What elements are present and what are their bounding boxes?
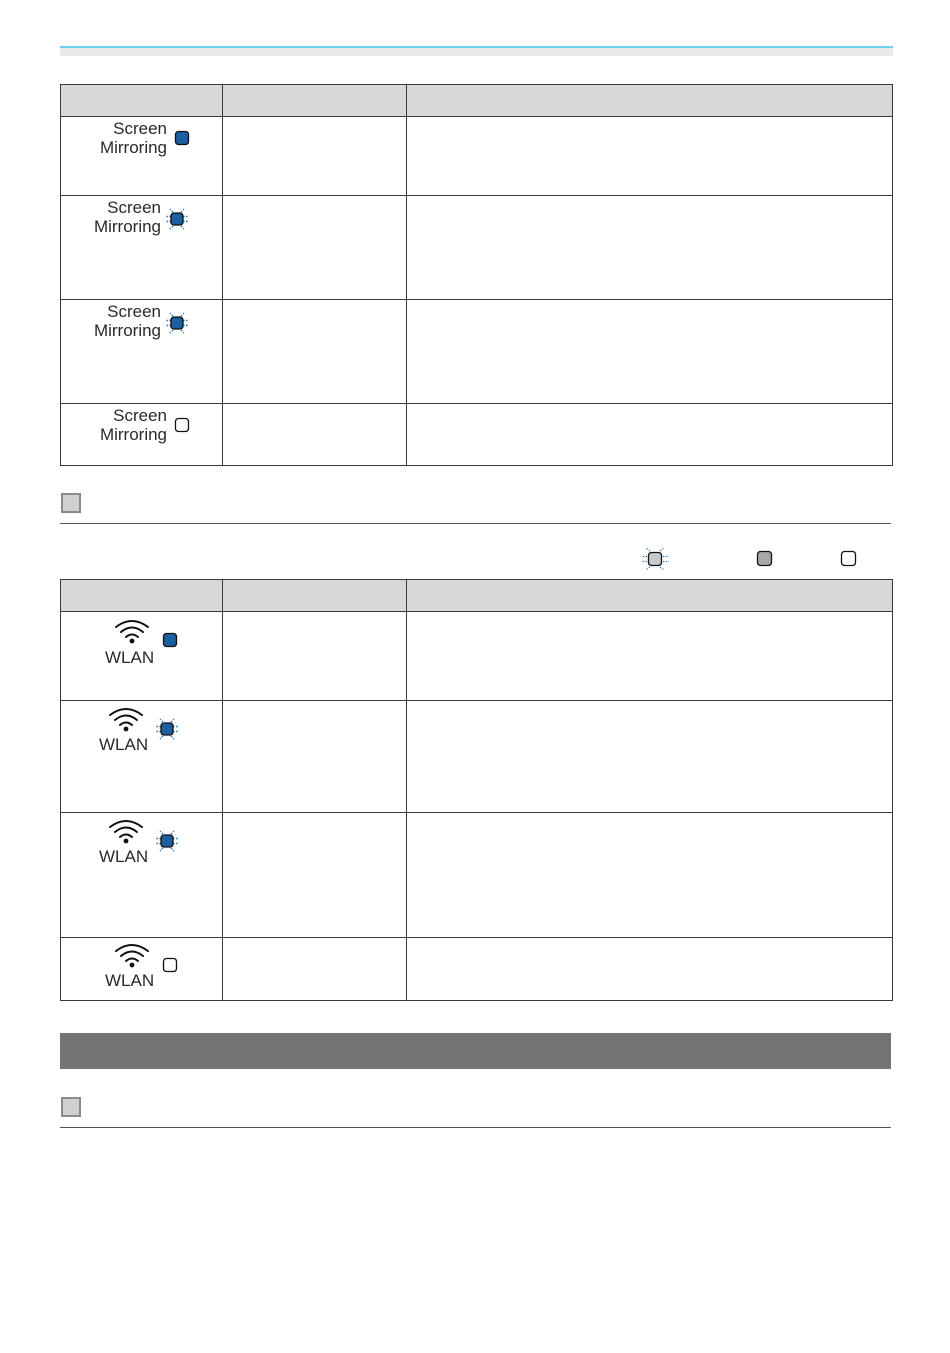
indicator-label: WLAN [105, 971, 155, 990]
header-cell-description [407, 580, 893, 612]
table-row [61, 404, 893, 466]
blue-solid-led-icon [173, 129, 193, 149]
indicator-cell [61, 117, 223, 196]
subsection-heading [60, 1097, 891, 1128]
blue-flashing-led-icon [157, 206, 197, 232]
wlan-indicator-table [60, 579, 893, 1001]
status-cell [223, 813, 407, 938]
table-header-row [61, 85, 893, 117]
description-cell [407, 196, 893, 300]
table-row [61, 701, 893, 813]
description-cell [407, 813, 893, 938]
indicator-cell [61, 300, 223, 404]
status-cell [223, 404, 407, 466]
indicator-cell [61, 813, 223, 938]
description-cell [407, 300, 893, 404]
indicator-label: WLAN [99, 847, 149, 866]
header-cell-status [223, 85, 407, 117]
subsection-heading [60, 493, 891, 524]
table-row [61, 938, 893, 1001]
wifi-icon [113, 617, 151, 645]
indicator-cell [61, 938, 223, 1001]
section-title-bar [60, 1033, 891, 1069]
blue-flashing-led-icon [147, 716, 187, 742]
square-bullet-icon [61, 493, 81, 513]
indicator-cell [61, 701, 223, 813]
flashing-led-icon [636, 546, 674, 572]
table-row [61, 300, 893, 404]
header-cell-indicator [61, 85, 223, 117]
description-cell [407, 612, 893, 701]
square-bullet-icon [61, 1097, 81, 1117]
off-led-icon [173, 416, 193, 436]
blue-solid-led-icon [161, 631, 181, 651]
description-cell [407, 701, 893, 813]
wifi-icon [107, 817, 145, 845]
header-cell-indicator [61, 580, 223, 612]
indicator-label: Screen Mirroring [93, 198, 161, 236]
indicator-label: Screen Mirroring [99, 406, 167, 444]
table-row [61, 612, 893, 701]
status-cell [223, 300, 407, 404]
off-led-icon [161, 956, 181, 976]
wifi-icon [107, 705, 145, 733]
description-cell [407, 938, 893, 1001]
table-row [61, 117, 893, 196]
indicator-cell [61, 612, 223, 701]
indicator-label: WLAN [105, 648, 155, 667]
wifi-icon [113, 941, 151, 969]
description-cell [407, 404, 893, 466]
indicator-label: WLAN [99, 735, 149, 754]
lit-led-icon [755, 549, 775, 569]
indicator-label: Screen Mirroring [99, 119, 167, 157]
blue-flashing-led-icon [147, 828, 187, 854]
off-led-icon [839, 549, 859, 569]
header-cell-description [407, 85, 893, 117]
screen-mirroring-indicator-table [60, 84, 893, 466]
header-cell-status [223, 580, 407, 612]
header-accent-rule [60, 46, 893, 56]
status-cell [223, 117, 407, 196]
status-cell [223, 938, 407, 1001]
table-header-row [61, 580, 893, 612]
table-row [61, 813, 893, 938]
status-cell [223, 701, 407, 813]
description-cell [407, 117, 893, 196]
indicator-cell [61, 404, 223, 466]
status-cell [223, 196, 407, 300]
indicator-cell [61, 196, 223, 300]
indicator-legend [620, 546, 890, 572]
blue-flashing-led-icon [157, 310, 197, 336]
table-row [61, 196, 893, 300]
indicator-label: Screen Mirroring [93, 302, 161, 340]
status-cell [223, 612, 407, 701]
